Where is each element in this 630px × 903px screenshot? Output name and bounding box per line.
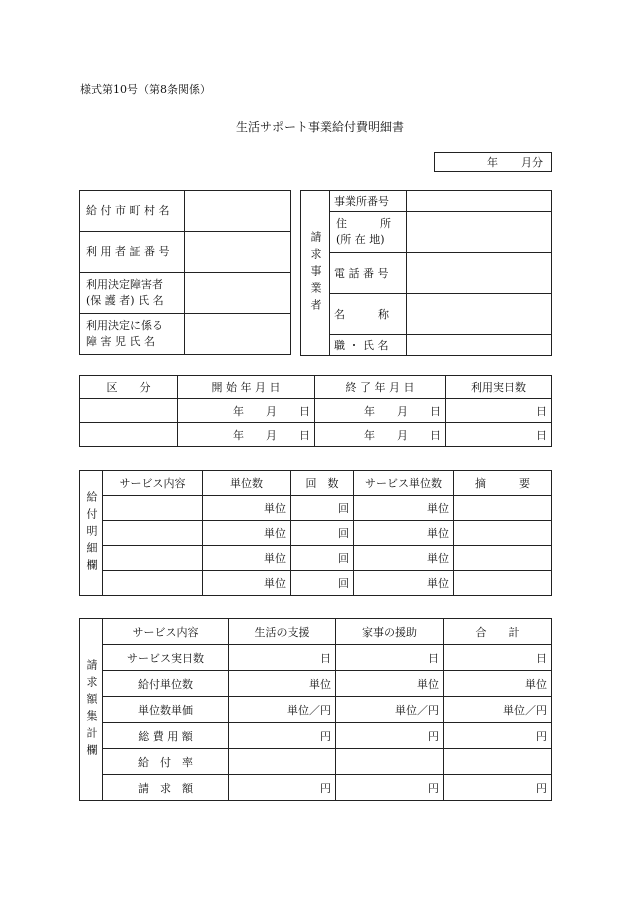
summary-header-living-support: 生活の支援 <box>229 619 336 645</box>
period-header-category: 区 分 <box>80 376 178 399</box>
total-cell[interactable]: 単位／円 <box>444 697 552 723</box>
units-cell[interactable]: 単位 <box>203 496 291 521</box>
summary-side-label: 請求額集計欄 <box>80 619 103 801</box>
service-cell[interactable] <box>103 496 203 521</box>
summary-row-label: 給 付 率 <box>103 749 229 775</box>
service-units-cell[interactable]: 単位 <box>354 521 454 546</box>
times-cell[interactable]: 回 <box>291 521 354 546</box>
times-cell[interactable]: 回 <box>291 546 354 571</box>
office-number-field[interactable] <box>407 191 552 212</box>
detail-table <box>79 470 552 596</box>
housework-cell[interactable]: 円 <box>336 775 444 801</box>
total-cell[interactable]: 円 <box>444 723 552 749</box>
living-support-cell[interactable]: 単位／円 <box>229 697 336 723</box>
child-name-field[interactable] <box>185 314 291 355</box>
table-row <box>80 749 552 775</box>
table-row <box>80 671 552 697</box>
table-row <box>80 775 552 801</box>
period-category-cell[interactable] <box>80 423 178 447</box>
provider-table <box>300 190 552 356</box>
table-row <box>80 496 552 521</box>
title-name-label: 職 ・ 氏 名 <box>330 335 407 356</box>
table-row <box>80 546 552 571</box>
remarks-cell[interactable] <box>454 546 552 571</box>
period-header-end: 終 了 年 月 日 <box>315 376 446 399</box>
units-cell[interactable]: 単位 <box>203 571 291 596</box>
units-cell[interactable]: 単位 <box>203 521 291 546</box>
end-date-cell[interactable]: 年 月 日 <box>315 399 446 423</box>
total-cell[interactable]: 円 <box>444 775 552 801</box>
living-support-cell[interactable]: 日 <box>229 645 336 671</box>
address-field[interactable] <box>407 212 552 253</box>
start-date-cell[interactable]: 年 月 日 <box>178 423 315 447</box>
user-cert-number-label: 利 用 者 証 番 号 <box>80 232 185 273</box>
remarks-cell[interactable] <box>454 521 552 546</box>
period-year-label: 年 <box>487 156 498 169</box>
summary-row-label: 単位数単価 <box>103 697 229 723</box>
total-cell[interactable] <box>444 749 552 775</box>
summary-row-label: 請 求 額 <box>103 775 229 801</box>
municipality-field[interactable] <box>185 191 291 232</box>
living-support-cell[interactable] <box>229 749 336 775</box>
service-cell[interactable] <box>103 546 203 571</box>
summary-row-label: サービス実日数 <box>103 645 229 671</box>
summary-header-total: 合 計 <box>444 619 552 645</box>
remarks-cell[interactable] <box>454 571 552 596</box>
detail-header-remarks: 摘 要 <box>454 471 552 496</box>
detail-header-units: 単位数 <box>203 471 291 496</box>
service-units-cell[interactable]: 単位 <box>354 571 454 596</box>
service-units-cell[interactable]: 単位 <box>354 496 454 521</box>
living-support-cell[interactable]: 円 <box>229 775 336 801</box>
times-cell[interactable]: 回 <box>291 496 354 521</box>
provider-name-label: 名 称 <box>330 294 407 335</box>
period-header-days: 利用実日数 <box>446 376 552 399</box>
phone-field[interactable] <box>407 253 552 294</box>
child-name-label: 利用決定に係る 障 害 児 氏 名 <box>80 314 185 355</box>
housework-cell[interactable]: 日 <box>336 645 444 671</box>
table-row <box>80 423 552 447</box>
summary-table <box>79 618 552 801</box>
summary-header-service: サービス内容 <box>103 619 229 645</box>
service-cell[interactable] <box>103 571 203 596</box>
period-table <box>79 375 552 447</box>
period-box <box>434 152 552 172</box>
units-cell[interactable]: 単位 <box>203 546 291 571</box>
period-header-start: 開 始 年 月 日 <box>178 376 315 399</box>
guardian-name-field[interactable] <box>185 273 291 314</box>
summary-row-label: 給付単位数 <box>103 671 229 697</box>
days-cell[interactable]: 日 <box>446 423 552 447</box>
period-category-cell[interactable] <box>80 399 178 423</box>
detail-header-times: 回 数 <box>291 471 354 496</box>
address-label: 住 所 (所 在 地) <box>330 212 407 253</box>
service-units-cell[interactable]: 単位 <box>354 546 454 571</box>
total-cell[interactable]: 単位 <box>444 671 552 697</box>
table-row <box>80 645 552 671</box>
guardian-name-label: 利用決定障害者 (保 護 者) 氏 名 <box>80 273 185 314</box>
table-row <box>80 723 552 749</box>
detail-header-service-units: サービス単位数 <box>354 471 454 496</box>
title-name-field[interactable] <box>407 335 552 356</box>
housework-cell[interactable]: 単位／円 <box>336 697 444 723</box>
detail-header-service: サービス内容 <box>103 471 203 496</box>
remarks-cell[interactable] <box>454 496 552 521</box>
office-number-label: 事業所番号 <box>330 191 407 212</box>
times-cell[interactable]: 回 <box>291 571 354 596</box>
form-number: 様式第10号（第8条関係） <box>80 83 211 96</box>
document-title: 生活サポート事業給付費明細書 <box>236 120 405 134</box>
living-support-cell[interactable]: 円 <box>229 723 336 749</box>
summary-row-label: 総 費 用 額 <box>103 723 229 749</box>
provider-name-field[interactable] <box>407 294 552 335</box>
municipality-table <box>79 190 291 355</box>
user-cert-number-field[interactable] <box>185 232 291 273</box>
end-date-cell[interactable]: 年 月 日 <box>315 423 446 447</box>
period-month-label: 月分 <box>521 156 543 169</box>
total-cell[interactable]: 日 <box>444 645 552 671</box>
table-row <box>80 521 552 546</box>
summary-header-housework: 家事の援助 <box>336 619 444 645</box>
days-cell[interactable]: 日 <box>446 399 552 423</box>
living-support-cell[interactable]: 単位 <box>229 671 336 697</box>
provider-side-label: 請求事業者 <box>301 191 330 356</box>
start-date-cell[interactable]: 年 月 日 <box>178 399 315 423</box>
housework-cell[interactable]: 単位 <box>336 671 444 697</box>
table-row <box>80 697 552 723</box>
housework-cell[interactable]: 円 <box>336 723 444 749</box>
phone-label: 電 話 番 号 <box>330 253 407 294</box>
table-row <box>80 399 552 423</box>
detail-side-label: 給付明細欄 <box>80 471 103 596</box>
housework-cell[interactable] <box>336 749 444 775</box>
table-row <box>80 571 552 596</box>
service-cell[interactable] <box>103 521 203 546</box>
municipality-label: 給 付 市 町 村 名 <box>80 191 185 232</box>
